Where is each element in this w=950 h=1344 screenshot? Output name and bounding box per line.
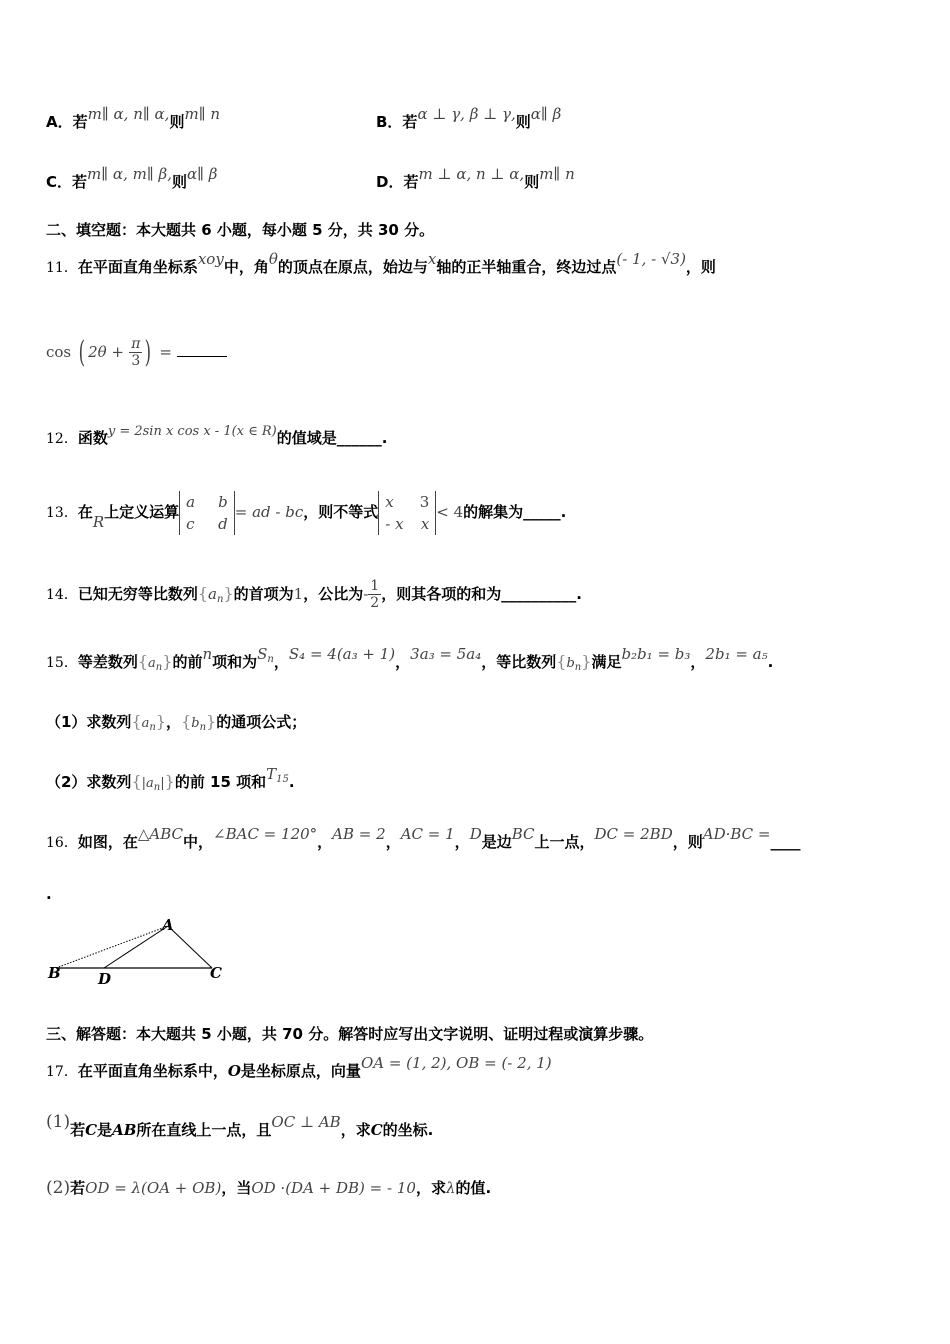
question-12: 12．函数y = 2sin x cos x - 1(x ∈ R)的值域是______.	[46, 424, 388, 447]
q10-a-condition: m∥ α, n∥ α,	[87, 105, 170, 123]
label-a: A	[162, 916, 174, 934]
question-17-part-2: (2)若OD = λ(OA + OB)，当OD ·(DA + DB) = - 10，求λ的值.	[46, 1178, 492, 1198]
q10-option-b: B．若α ⊥ γ, β ⊥ γ,则α∥ β	[376, 105, 562, 131]
question-15: 15．等差数列$\{a_n\}$的前n项和为$S^n$，S₄ = 4(a₃ + 1)，3a₃ = 5a₄，等比数列$\{b_n\}$满足b₂b₁ = b₃，2b₁ = a₅.	[46, 645, 774, 673]
section-heading-solutions: 三、解答题：本大题共 5 小题，共 70 分。解答时应写出文字说明、证明过程或演算步骤。	[46, 1025, 654, 1043]
q13-determinant-definition: a b c d	[179, 491, 235, 535]
triangle-figure	[40, 910, 240, 990]
q15-cond-4: 2b₁ = a₅	[705, 645, 768, 663]
segment-ac	[168, 926, 212, 968]
section-heading-fill-in: 二、填空题：本大题共 6 小题，每小题 5 分，共 30 分。	[46, 221, 435, 239]
q10-c-conclusion: α∥ β	[186, 165, 218, 183]
q11-answer-blank[interactable]	[177, 342, 227, 357]
question-15-part-1: （1）求数列$\{a_n\}$，$\{b_n\}$的通项公式；	[46, 712, 307, 733]
q11-point: (- 1, - √3)	[616, 250, 686, 268]
q16-answer-blank[interactable]: ____	[770, 833, 801, 851]
question-11-expression: cos ( 2θ + $\frac{\pi}{3}$ ) =	[46, 336, 227, 369]
q10-option-a: A．若m∥ α, n∥ α,则m∥ n	[46, 105, 221, 131]
question-16: 16．如图，在△ABC中，∠BAC = 120°，AB = 2，AC = 1，D是边BC上一点，DC = 2BD，则AD·BC =____	[46, 825, 801, 851]
q10-a-conclusion: m∥ n	[184, 105, 221, 123]
question-11: 11．在平面直角坐标系xoy中，角θ的顶点在原点，始边与x轴的正半轴重合，终边过点(- 1, - √3)，则	[46, 250, 716, 276]
question-16-tail: .	[46, 885, 52, 903]
q15-cond-3: b₂b₁ = b₃	[621, 645, 691, 663]
label-b: B	[48, 964, 61, 982]
q10-option-c: C．若m∥ α, m∥ β,则α∥ β	[46, 165, 218, 191]
question-14: 14．已知无穷等比数列$\{a_n\}$的首项为1，公比为- $\frac{1}{2}$ ，则其各项的和为__________.	[46, 578, 582, 611]
question-15-part-2: （2）求数列$\{|a_n|\}$的前 15 项和$T^{15}$.	[46, 765, 295, 793]
segment-ad	[104, 926, 168, 968]
question-17-part-1: (1)若C是AB所在直线上一点，且OC ⊥ AB，求C的坐标.	[46, 1112, 434, 1139]
q15-cond-2: 3a₃ = 5a₄	[410, 645, 482, 663]
q12-formula: y = 2sin x cos x - 1(x ∈ R)	[107, 424, 277, 439]
q13-determinant-inequality: x 3 - x x	[378, 491, 436, 535]
question-17: 17．在平面直角坐标系中，O是坐标原点，向量OA = (1, 2), OB = (- 2, 1)	[46, 1054, 552, 1080]
q10-c-condition: m∥ α, m∥ β,	[87, 165, 172, 183]
q10-b-condition: α ⊥ γ, β ⊥ γ,	[417, 105, 516, 123]
question-13: 13．在R上定义运算 a b c d = ad - bc，则不等式 x 3 - x x < 4的解集为_____.	[46, 492, 567, 533]
q10-option-d: D．若m ⊥ α, n ⊥ α,则m∥ n	[376, 165, 575, 191]
q10-d-conclusion: m∥ n	[539, 165, 575, 183]
label-d: D	[98, 970, 112, 988]
segment-ab	[56, 926, 168, 968]
q15-cond-1: S₄ = 4(a₃ + 1)	[288, 645, 396, 663]
q10-b-conclusion: α∥ β	[530, 105, 562, 123]
q17-vectors: OA = (1, 2), OB = (- 2, 1)	[360, 1054, 552, 1072]
label-c: C	[210, 964, 222, 982]
q10-d-condition: m ⊥ α, n ⊥ α,	[418, 165, 525, 183]
